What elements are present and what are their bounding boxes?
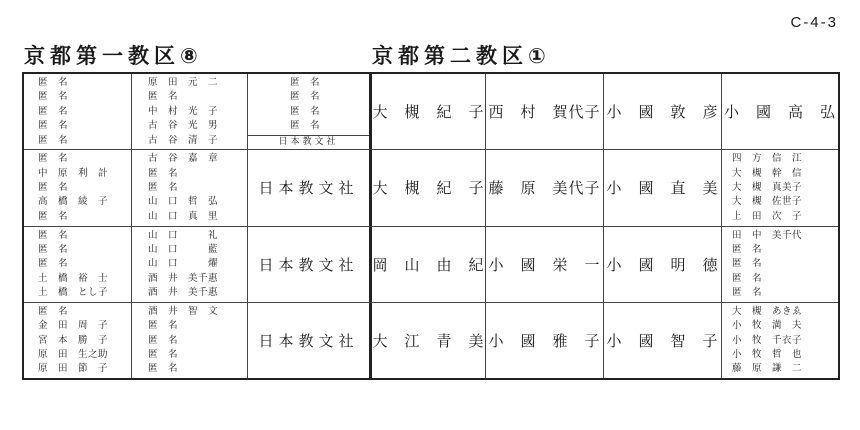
- big-name: 小 國 明 徳: [606, 255, 719, 274]
- name-entry: 藤 原 謙 二: [732, 363, 803, 375]
- name-entry: 原 田 生之助: [38, 348, 109, 360]
- big-name-cell: [486, 303, 604, 378]
- name-list-cell: [722, 227, 838, 302]
- name-entry: 山 口 哲 弘: [148, 196, 219, 208]
- name-entry: 高 橋 綾 子: [38, 196, 109, 208]
- name-entry: 匿 名: [148, 320, 179, 332]
- name-entry: 山 口 燿: [148, 258, 219, 270]
- name-list-cell: [24, 303, 132, 378]
- name-entry: 酒 井 智 文: [148, 305, 219, 317]
- name-entry: 山 口 礼: [148, 229, 219, 241]
- table-row: [24, 149, 838, 225]
- big-name: 岡 山 由 紀: [372, 255, 485, 274]
- big-name-cell: [486, 227, 604, 302]
- name-entry: 山 口 藍: [148, 243, 219, 255]
- name-entry: 匿 名: [148, 363, 179, 375]
- name-list-cell: [722, 150, 838, 225]
- big-name: 小 國 智 子: [606, 331, 719, 350]
- name-entry: 大 槻 幹 信: [732, 167, 803, 179]
- name-entry: 原 田 元 二: [148, 77, 219, 88]
- name-entry: 宮 本 勝 子: [38, 334, 109, 346]
- name-entry: 原 田 節 子: [38, 363, 109, 375]
- name-entry: 中 村 光 子: [148, 105, 219, 117]
- big-name-cell: [486, 150, 604, 225]
- big-name: 大 槻 紀 子: [372, 103, 485, 122]
- name-entry: 小 牧 満 夫: [732, 320, 803, 332]
- big-name-cell: [604, 150, 722, 225]
- big-name-cell: [372, 227, 486, 302]
- name-entry: 匿 名: [38, 134, 69, 146]
- big-name-cell: [486, 74, 604, 149]
- big-name: 大 江 青 美: [372, 331, 485, 350]
- name-list-cell: [24, 74, 132, 149]
- publisher-name: 日本教文社: [258, 255, 359, 274]
- name-entry: 土 橋 とし子: [38, 287, 109, 299]
- big-name-cell: [372, 150, 486, 225]
- name-entry: 匿 名: [148, 91, 179, 103]
- name-entry: 古 谷 清 子: [148, 134, 219, 146]
- name-list-cell: [132, 227, 248, 302]
- big-name: 藤 原 美代子: [488, 179, 601, 198]
- big-name-cell: [372, 74, 486, 149]
- name-entry: 匿 名: [732, 258, 763, 270]
- name-entry: 四 方 信 江: [732, 153, 803, 165]
- name-entry: 匿 名: [290, 120, 321, 132]
- name-entry: 大 槻 佐世子: [732, 196, 803, 208]
- big-name-cell: [372, 303, 486, 378]
- name-entry: 酒 井 美千惠: [148, 272, 219, 284]
- table-row: [24, 302, 838, 378]
- name-entry: 中 原 利 計: [38, 167, 109, 179]
- name-entry: 匿 名: [148, 182, 179, 194]
- name-entry: 匿 名: [732, 243, 763, 255]
- name-entry: 匿 名: [38, 258, 69, 270]
- table-row: [24, 74, 838, 149]
- name-entry: 土 橋 裕 士: [38, 272, 109, 284]
- name-entry: 田 中 美千代: [732, 229, 803, 241]
- name-entry: 山 口 真 里: [148, 210, 219, 222]
- name-entry: 小 牧 哲 也: [732, 348, 803, 360]
- big-name: 小 國 敦 彦: [606, 103, 719, 122]
- publisher-name: 日本教文社: [258, 331, 359, 350]
- big-name: 西 村 賀代子: [488, 103, 601, 122]
- publisher-cell: [248, 227, 372, 302]
- name-entry: 匿 名: [38, 243, 69, 255]
- name-entry: 大 槻 あきゑ: [732, 305, 803, 317]
- name-list-cell: [132, 150, 248, 225]
- publisher-name: 日本教文社: [258, 179, 359, 198]
- name-entry: 匿 名: [38, 105, 69, 117]
- district-title-first: 京都第一教区⑧: [24, 44, 203, 68]
- publisher-cell: [248, 150, 372, 225]
- big-name: 小 國 栄 一: [488, 255, 601, 274]
- publisher-label: 日本教文社: [248, 135, 369, 149]
- big-name: 小 國 雅 子: [488, 331, 601, 350]
- name-entry: 匿 名: [148, 348, 179, 360]
- name-entry: 匿 名: [732, 287, 763, 299]
- name-list-cell: [132, 74, 248, 149]
- name-entry: 匿 名: [38, 91, 69, 103]
- big-name-cell: [722, 74, 838, 149]
- name-entry: 匿 名: [38, 120, 69, 132]
- name-entry: 匿 名: [38, 77, 69, 88]
- name-entry: 匿 名: [38, 229, 69, 241]
- name-list-cell: [24, 150, 132, 225]
- name-entry: 匿 名: [148, 334, 179, 346]
- name-entry: 小 牧 千衣子: [732, 334, 803, 346]
- name-entry: 上 田 次 子: [732, 210, 803, 222]
- big-name: 小 國 直 美: [606, 179, 719, 198]
- publisher-cell: [248, 303, 372, 378]
- publisher-cell: [248, 74, 372, 149]
- name-list-cell: [722, 303, 838, 378]
- big-name-cell: [604, 74, 722, 149]
- name-list-cell: [132, 303, 248, 378]
- name-entry: 匿 名: [732, 272, 763, 284]
- name-list-cell: [24, 227, 132, 302]
- name-entry: 匿 名: [148, 167, 179, 179]
- page-id: C-4-3: [790, 14, 838, 31]
- name-entry: 匿 名: [38, 210, 69, 222]
- big-name: 大 槻 紀 子: [372, 179, 485, 198]
- big-name-cell: [604, 303, 722, 378]
- big-name: 小 國 高 弘: [723, 103, 836, 122]
- name-entry: 匿 名: [290, 91, 321, 103]
- name-entry: 匿 名: [38, 153, 69, 165]
- district-title-second: 京都第二教区①: [372, 44, 551, 68]
- name-entry: 匿 名: [38, 305, 69, 317]
- table-row: [24, 226, 838, 302]
- name-entry: 古 谷 光 男: [148, 120, 219, 132]
- donor-table: [22, 72, 840, 380]
- name-entry: 古 谷 嘉 章: [148, 153, 219, 165]
- name-entry: 匿 名: [290, 105, 321, 117]
- name-entry: 大 槻 真美子: [732, 182, 803, 194]
- name-entry: 酒 井 美千惠: [148, 287, 219, 299]
- name-entry: 匿 名: [290, 77, 321, 88]
- name-entry: 匿 名: [38, 182, 69, 194]
- name-entry: 金 田 周 子: [38, 320, 109, 332]
- big-name-cell: [604, 227, 722, 302]
